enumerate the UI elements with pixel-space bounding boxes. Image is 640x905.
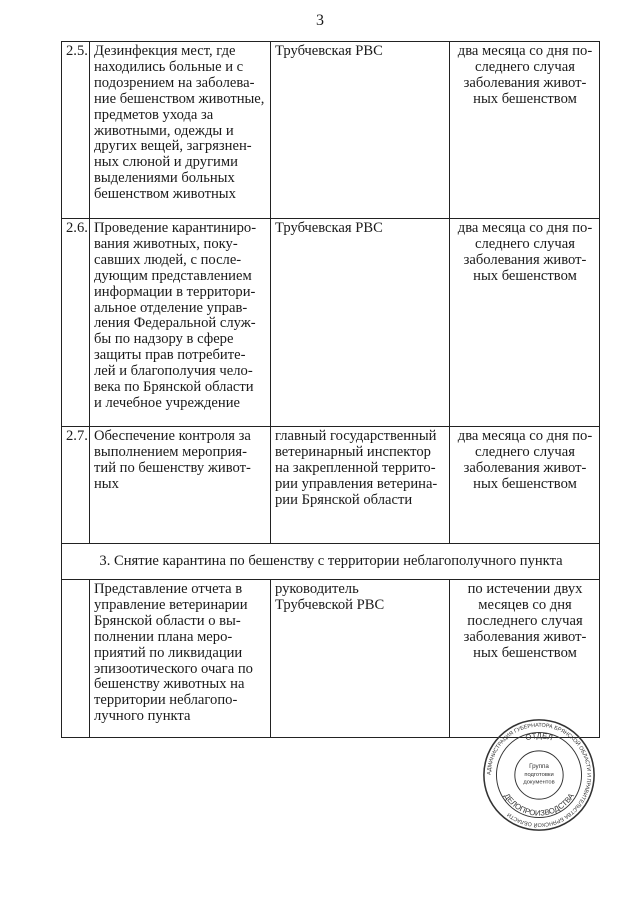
term-cell [450, 427, 600, 544]
cell-line: рии Брянской области [275, 491, 413, 508]
cell-line: заболевания живот- [463, 459, 587, 476]
cell-line: ние бешенством животные, [94, 90, 265, 107]
term-cell [450, 580, 600, 738]
cell-line: Представление отчета в [94, 581, 243, 597]
cell-line: приятий по ликвидации [94, 644, 243, 661]
cell-line: главный государственный [275, 428, 437, 444]
cell-line: два месяца со дня по- [457, 428, 593, 444]
responsible-cell [271, 580, 450, 738]
cell-line: руководитель [275, 581, 359, 597]
cell-line: ных слюной и другими [94, 154, 238, 171]
cell-line: заболевания живот- [463, 628, 587, 645]
action-cell [90, 580, 271, 738]
cell-line: бешенством животных [94, 186, 236, 203]
row-number: 2.7. [62, 427, 90, 544]
cell-line: на закрепленной террито- [275, 459, 436, 476]
table-row [62, 42, 600, 219]
cell-line: ветеринарный инспектор [275, 443, 431, 460]
stamp-arc-top: ОТДЕЛ [524, 731, 554, 743]
cell-line: ных бешенством [473, 644, 577, 661]
cell-line: месяцев со дня [478, 596, 572, 613]
cell-line: вания животных, поку- [94, 235, 238, 252]
cell-line: два месяца со дня по- [457, 220, 593, 236]
section-heading-row [62, 544, 600, 580]
cell-line: предметов ухода за [94, 106, 214, 123]
row-number: 2.5. [62, 42, 90, 219]
cell-line: животными, одежды и [94, 122, 234, 139]
stamp-center-line: документов [523, 779, 555, 786]
cell-line: других вещей, загрязнен- [94, 138, 252, 155]
cell-line: выделениями больных [94, 170, 235, 187]
cell-line: лей и благополучия чело- [94, 363, 253, 380]
cell-line: ления Федеральной служ- [94, 315, 256, 332]
cell-line: территории неблагопо- [94, 692, 238, 709]
cell-line: заболевания живот- [463, 251, 587, 268]
cell-line: дующим представлением [94, 267, 252, 284]
cell-line: защиты прав потребите- [94, 347, 246, 364]
responsible-cell [271, 427, 450, 544]
cell-line: последнего случая [467, 612, 583, 629]
quarantine-plan-table [61, 41, 600, 738]
cell-line: Брянской области о вы- [94, 612, 241, 629]
cell-line: заболевания живот- [463, 74, 587, 91]
cell-line: полнении плана меро- [94, 628, 233, 645]
term-cell [450, 42, 600, 219]
stamp-center-line: Группа [529, 763, 549, 771]
cell-line: лучного пункта [94, 708, 191, 725]
row-number [62, 580, 90, 738]
responsible-cell [271, 219, 450, 427]
cell-line: ных [94, 475, 119, 492]
cell-line: находились больные и с [94, 58, 244, 75]
cell-line: подозрением на заболева- [94, 74, 255, 91]
page-number: 3 [316, 12, 324, 29]
cell-line: рии управления ветерина- [275, 475, 438, 492]
stamp-arc-bottom: ДЕЛОПРОИЗВОДСТВА [502, 791, 576, 818]
cell-line: ных бешенством [473, 475, 577, 492]
action-cell [90, 427, 271, 544]
action-cell [90, 42, 271, 219]
cell-line: следнего случая [475, 443, 575, 460]
cell-line: Трубчевская РВС [275, 220, 383, 236]
cell-line: альное отделение управ- [94, 299, 248, 316]
stamp-center-line: подготовки [524, 771, 554, 778]
cell-line: следнего случая [475, 58, 575, 75]
cell-line: Трубчевской РВС [275, 596, 385, 613]
cell-line: Обеспечение контроля за [94, 428, 251, 444]
cell-line: савших людей, с после- [94, 251, 242, 268]
term-cell [450, 219, 600, 427]
section-heading: 3. Снятие карантина по бешенству с территории неблагополучного пункта [62, 544, 600, 580]
cell-line: следнего случая [475, 235, 575, 252]
cell-line: Проведение карантиниро- [94, 220, 257, 236]
cell-line: по истечении двух [467, 581, 583, 597]
cell-line: Дезинфекция мест, где [94, 43, 236, 59]
action-cell [90, 219, 271, 427]
cell-line: бы по надзору в сфере [94, 331, 234, 348]
cell-line: ных бешенством [473, 90, 577, 107]
stamp-outer-text: АДМИНИСТРАЦИЯ ГУБЕРНАТОРА БРЯНСКОЙ ОБЛАСТИ И ПРАВИТЕЛЬСТВА БРЯНСКОЙ ОБЛАСТИ [486, 722, 592, 828]
cell-line: ных бешенством [473, 267, 577, 284]
office-stamp [481, 717, 597, 833]
table-row [62, 580, 600, 738]
cell-line: эпизоотического очага по [94, 660, 253, 677]
cell-line: бешенству животных на [94, 676, 245, 693]
row-number: 2.6. [62, 219, 90, 427]
cell-line: два месяца со дня по- [457, 43, 593, 59]
responsible-cell [271, 42, 450, 219]
cell-line: века по Брянской области [94, 379, 254, 396]
cell-line: информации в территори- [94, 283, 256, 300]
table-row [62, 219, 600, 427]
cell-line: Трубчевская РВС [275, 43, 383, 59]
cell-line: управление ветеринарии [94, 596, 248, 613]
cell-line: тий по бешенству живот- [94, 459, 251, 476]
cell-line: выполнением мероприя- [94, 443, 247, 460]
cell-line: и лечебное учреждение [94, 394, 241, 411]
table-row [62, 427, 600, 544]
